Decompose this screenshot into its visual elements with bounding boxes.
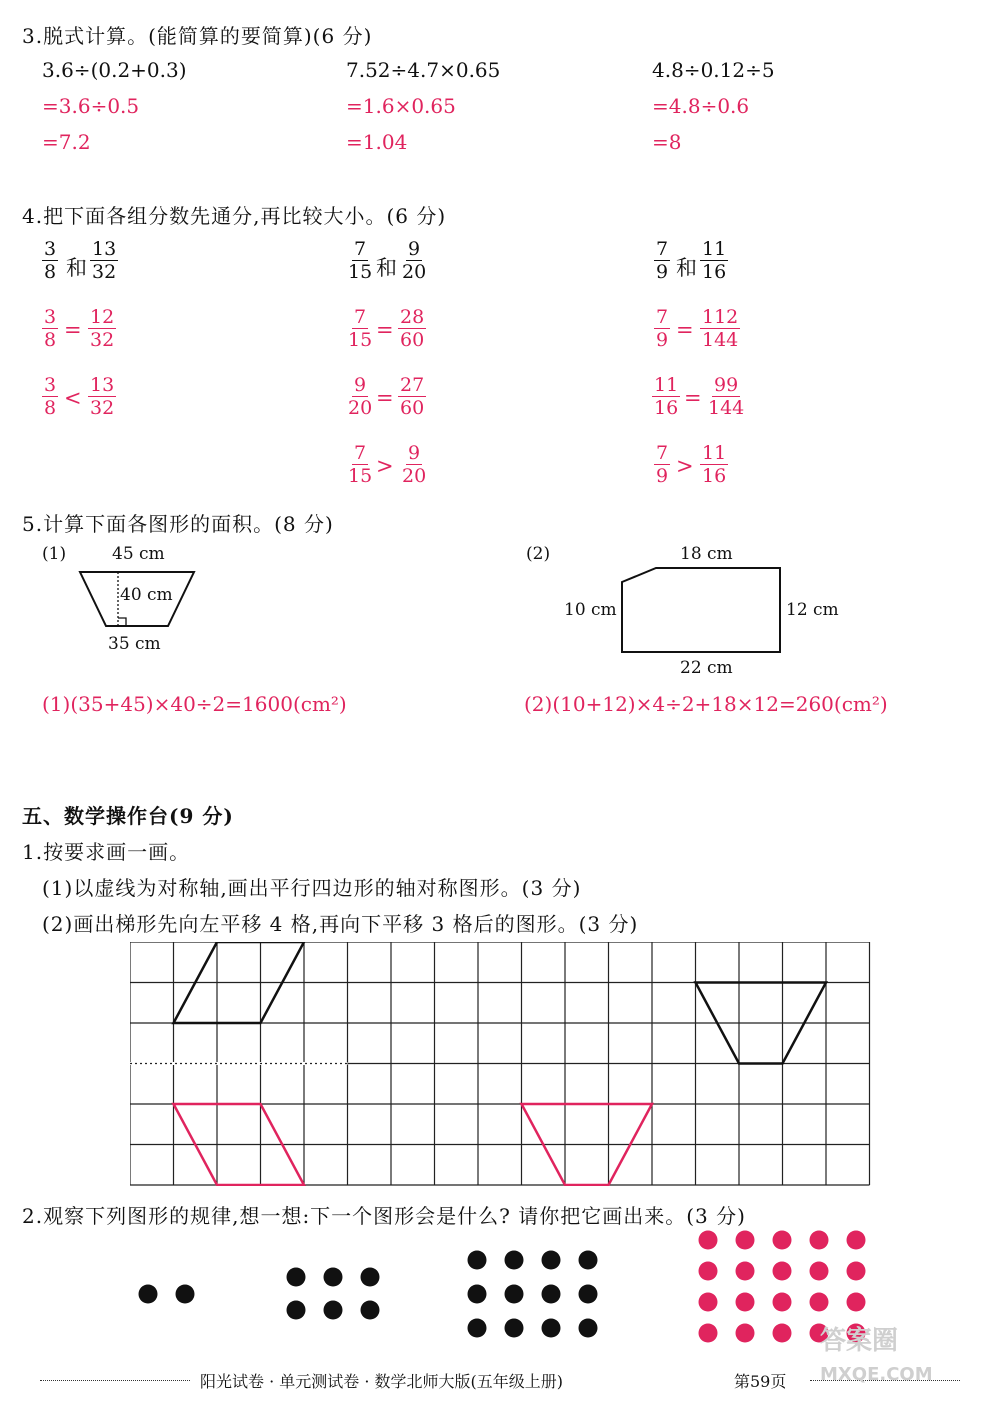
q3-step2-2: =1.04 bbox=[346, 130, 408, 154]
dot-group-4-dot bbox=[699, 1262, 718, 1281]
dot-group-4-dot bbox=[773, 1324, 792, 1343]
q4-c3-frac-b: $\frac{11}{16}$ bbox=[702, 238, 727, 283]
sec5-title: 五、数学操作台(9 分) bbox=[22, 804, 234, 828]
q4-c3-r3-op: > bbox=[676, 454, 694, 478]
q4-c3-r1-left: $\frac{7}{9}$ bbox=[656, 306, 669, 351]
q4-c3-r2-right: $\frac{99}{144}$ bbox=[708, 374, 745, 419]
dot-group-4-dot bbox=[810, 1262, 829, 1281]
dot-group-1-dot bbox=[139, 1285, 158, 1304]
q4-c3-r1-right: $\frac{112}{144}$ bbox=[702, 306, 739, 351]
watermark-logo: 答案圈 MXQE.COM bbox=[820, 1326, 933, 1385]
fig2-left-label: 10 cm bbox=[564, 600, 617, 620]
dot-group-4-dot bbox=[736, 1324, 755, 1343]
dot-group-2-dot bbox=[324, 1301, 343, 1320]
dot-group-4-dot bbox=[773, 1231, 792, 1250]
q4-c2-r3-right: $\frac{9}{20}$ bbox=[402, 442, 427, 487]
dot-group-2-dot bbox=[287, 1301, 306, 1320]
q4-c1-r1-right: $\frac{12}{32}$ bbox=[90, 306, 115, 351]
q3-title: 3.脱式计算。(能简算的要简算)(6 分) bbox=[22, 24, 373, 48]
fig2-right-label: 12 cm bbox=[786, 600, 839, 620]
q4-c2-he: 和 bbox=[376, 256, 397, 280]
q4-title: 4.把下面各组分数先通分,再比较大小。(6 分) bbox=[22, 204, 447, 228]
dot-group-3-dot bbox=[542, 1319, 561, 1338]
q4-c1-frac-a: $\frac{3}{8}$ bbox=[44, 238, 57, 283]
dot-group-2-dot bbox=[361, 1301, 380, 1320]
q4-c1-r2-right: $\frac{13}{32}$ bbox=[90, 374, 115, 419]
dot-group-3-dot bbox=[468, 1285, 487, 1304]
footer-text: 阳光试卷 · 单元测试卷 · 数学北师大版(五年级上册) bbox=[200, 1372, 564, 1391]
fig1-bottom-label: 35 cm bbox=[108, 634, 161, 654]
dot-group-4-dot bbox=[773, 1262, 792, 1281]
q4-c2-frac-a: $\frac{7}{15}$ bbox=[348, 238, 373, 283]
trapezoid-figure bbox=[70, 560, 210, 640]
dot-group-2-dot bbox=[324, 1268, 343, 1287]
sec5-p1b: (2)画出梯形先向左平移 4 格,再向下平移 3 格后的图形。(3 分) bbox=[42, 912, 639, 936]
dot-group-4-dot bbox=[810, 1293, 829, 1312]
q3-expr-1: 3.6÷(0.2+0.3) bbox=[42, 58, 187, 82]
q4-c3-r3-left: $\frac{7}{9}$ bbox=[656, 442, 669, 487]
fig2-label: (2) bbox=[526, 544, 551, 564]
dot-group-3-dot bbox=[505, 1251, 524, 1270]
q3-expr-3: 4.8÷0.12÷5 bbox=[652, 58, 775, 82]
q4-c2-r1-left: $\frac{7}{15}$ bbox=[348, 306, 373, 351]
q4-c2-r1-right: $\frac{28}{60}$ bbox=[400, 306, 425, 351]
q4-c1-frac-b: $\frac{13}{32}$ bbox=[92, 238, 117, 283]
dot-pattern bbox=[120, 1228, 880, 1348]
q4-c3-r1-op: = bbox=[676, 318, 694, 342]
dot-group-4-dot bbox=[847, 1231, 866, 1250]
dot-group-2-dot bbox=[361, 1268, 380, 1287]
q4-c2-r2-op: = bbox=[376, 386, 394, 410]
dot-group-4-dot bbox=[847, 1293, 866, 1312]
q3-step1-3: =4.8÷0.6 bbox=[652, 94, 750, 118]
q4-c2-frac-b: $\frac{9}{20}$ bbox=[402, 238, 427, 283]
dot-group-4-dot bbox=[847, 1262, 866, 1281]
footer-dots-left bbox=[40, 1380, 190, 1381]
q4-c3-r2-op: = bbox=[684, 386, 702, 410]
dot-group-1-dot bbox=[176, 1285, 195, 1304]
q5-answer-1: (1)(35+45)×40÷2=1600(cm²) bbox=[42, 692, 347, 716]
q5-answer-2: (2)(10+12)×4÷2+18×12=260(cm²) bbox=[524, 692, 888, 716]
q4-c1-r1-left: $\frac{3}{8}$ bbox=[44, 306, 57, 351]
q4-c1-r2-op: < bbox=[64, 386, 82, 410]
dot-group-3-dot bbox=[505, 1285, 524, 1304]
dot-group-4-dot bbox=[699, 1293, 718, 1312]
dot-group-4-dot bbox=[699, 1231, 718, 1250]
fig2-top-label: 18 cm bbox=[680, 544, 733, 564]
fig2-bottom-label: 22 cm bbox=[680, 658, 733, 678]
q4-c2-r3-op: > bbox=[376, 454, 394, 478]
dot-group-3-dot bbox=[542, 1285, 561, 1304]
dot-group-2-dot bbox=[287, 1268, 306, 1287]
pentagon-figure bbox=[616, 562, 786, 658]
dot-group-3-dot bbox=[579, 1285, 598, 1304]
sec5-p1: 1.按要求画一画。 bbox=[22, 840, 191, 864]
q5-title: 5.计算下面各图形的面积。(8 分) bbox=[22, 512, 334, 536]
dot-group-4-dot bbox=[773, 1293, 792, 1312]
dot-group-3-dot bbox=[542, 1251, 561, 1270]
q4-c1-he: 和 bbox=[66, 256, 87, 280]
dot-group-3-dot bbox=[468, 1251, 487, 1270]
dot-group-4-dot bbox=[736, 1231, 755, 1250]
footer-page: 第59页 bbox=[734, 1372, 787, 1391]
fig1-height-label: 40 cm bbox=[120, 585, 173, 605]
q3-expr-2: 7.52÷4.7×0.65 bbox=[346, 58, 501, 82]
dot-group-4-dot bbox=[699, 1324, 718, 1343]
fig1-top-label: 45 cm bbox=[112, 544, 165, 564]
q4-c2-r3-left: $\frac{7}{15}$ bbox=[348, 442, 373, 487]
fig1-label: (1) bbox=[42, 544, 67, 564]
dot-group-3-dot bbox=[579, 1251, 598, 1270]
drawing-grid bbox=[130, 942, 874, 1186]
dot-group-3-dot bbox=[505, 1319, 524, 1338]
dot-group-4-dot bbox=[810, 1231, 829, 1250]
sec5-p2: 2.观察下列图形的规律,想一想:下一个图形会是什么? 请你把它画出来。(3 分) bbox=[22, 1204, 746, 1228]
q4-c2-r2-right: $\frac{27}{60}$ bbox=[400, 374, 425, 419]
dot-group-3-dot bbox=[468, 1319, 487, 1338]
q4-c2-r2-left: $\frac{9}{20}$ bbox=[348, 374, 373, 419]
q3-step2-3: =8 bbox=[652, 130, 682, 154]
q4-c1-r1-op: = bbox=[64, 318, 82, 342]
q3-step1-2: =1.6×0.65 bbox=[346, 94, 456, 118]
q3-step1-1: =3.6÷0.5 bbox=[42, 94, 140, 118]
q4-c3-he: 和 bbox=[676, 256, 697, 280]
q4-c3-frac-a: $\frac{7}{9}$ bbox=[656, 238, 669, 283]
sec5-p1a: (1)以虚线为对称轴,画出平行四边形的轴对称图形。(3 分) bbox=[42, 876, 582, 900]
q4-c3-r3-right: $\frac{11}{16}$ bbox=[702, 442, 727, 487]
dot-group-4-dot bbox=[736, 1262, 755, 1281]
q4-c1-r2-left: $\frac{3}{8}$ bbox=[44, 374, 57, 419]
q3-step2-1: =7.2 bbox=[42, 130, 91, 154]
q4-c2-r1-op: = bbox=[376, 318, 394, 342]
dot-group-3-dot bbox=[579, 1319, 598, 1338]
dot-group-4-dot bbox=[736, 1293, 755, 1312]
q4-c3-r2-left: $\frac{11}{16}$ bbox=[654, 374, 679, 419]
